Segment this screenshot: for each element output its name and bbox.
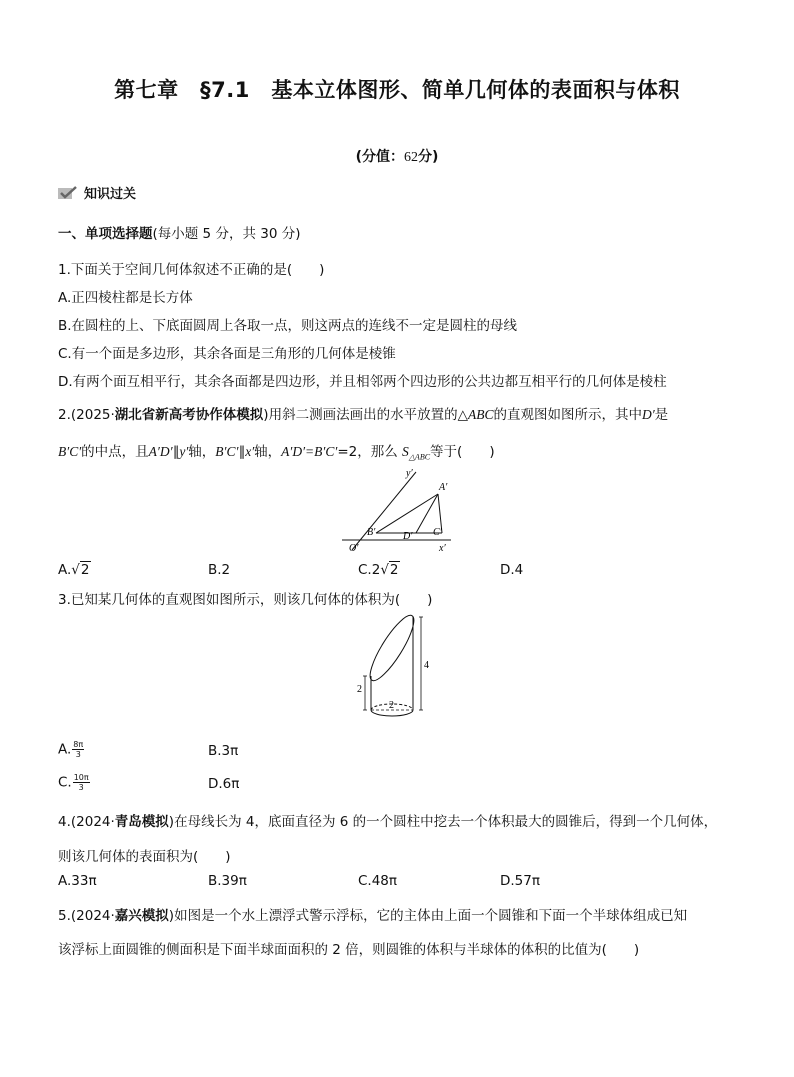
label-height-4: 4 — [424, 660, 429, 671]
q2-option-c — [358, 562, 400, 578]
q2-option-b: B.2 — [208, 562, 231, 578]
q3-stem: 3.已知某几何体的直观图如图所示，则该几何体的体积为( ) — [58, 592, 433, 608]
segment-ab — [376, 494, 438, 533]
q4-number: 4.(2024· — [58, 814, 115, 830]
checklist-icon — [58, 186, 78, 200]
q4-option-c: C.48π — [358, 873, 398, 889]
label-diameter-2: 2 — [389, 700, 394, 711]
q2-math: B′C′ — [215, 444, 239, 459]
q4-text: )在母线长为 4，底面直径为 6 的一个圆柱中挖去一个体积最大的圆锥后，得到一个几何体， — [168, 814, 718, 830]
q2-math: B′C′ — [58, 444, 82, 459]
q2-text: 是 — [654, 407, 669, 423]
q1-option-c: C.有一个面是多边形，其余各面是三角形的几何体是棱锥 — [58, 346, 396, 362]
q5-source: 嘉兴模拟 — [114, 908, 169, 924]
q2-a-radicand: 2 — [80, 562, 90, 578]
part-title: 一、单项选择题 — [58, 226, 153, 242]
q3-a-denominator: 3 — [75, 750, 81, 759]
q2-text: )用斜二测画法画出的水平放置的△ — [263, 407, 468, 423]
q3-option-a — [58, 740, 84, 759]
label-x: x′ — [439, 543, 446, 554]
q1-option-b: B.在圆柱的上、下底面圆周上各取一点，则这两点的连线不一定是圆柱的母线 — [58, 318, 518, 334]
q3-a-numerator: 8π — [73, 740, 84, 749]
sqrt-symbol: √2 — [71, 562, 90, 578]
q3-option-b: B.3π — [208, 743, 239, 759]
q2-math: A′D′ — [148, 444, 173, 459]
q5-text: )如图是一个水上漂浮式警示浮标，它的主体由上面一个圆锥和下面一个半球体组成已知 — [168, 908, 688, 924]
page-title: 第七章 §7.1 基本立体图形、简单几何体的表面积与体积 — [114, 78, 680, 102]
q2-c-radicand: 2 — [389, 562, 399, 578]
score-unit: 分) — [418, 149, 439, 165]
label-c: C′ — [433, 527, 442, 538]
q2-dprime: D′ — [641, 407, 655, 422]
q2-text: 的直观图如图所示，其中 — [493, 407, 642, 423]
q2-number: 2.(2025· — [58, 407, 115, 423]
q2-abc: ABC — [467, 407, 494, 422]
part-heading — [58, 222, 300, 242]
label-o: O′ — [349, 543, 359, 554]
q2-text: ∥ — [238, 444, 246, 460]
q5-number: 5.(2024· — [58, 908, 115, 924]
q2-area-subscript: △ABC — [408, 452, 431, 462]
q2-a-prefix: A. — [58, 562, 72, 578]
fraction — [73, 773, 90, 792]
q2-source: 湖北省新高考协作体模拟 — [114, 407, 264, 423]
q5-stem-line2: 该浮标上面圆锥的侧面积是下面半球面面积的 2 倍，则圆锥的体积与半球体的体积的比值为( ) — [58, 942, 640, 958]
q2-math: y′ — [179, 444, 189, 459]
q2-math: A′D′=B′C′ — [281, 444, 338, 459]
q2-text: 的中点，且 — [81, 444, 149, 460]
q4-stem-line2: 则该几何体的表面积为( ) — [58, 849, 231, 865]
q2-text: 轴， — [254, 444, 282, 460]
q3-option-c — [58, 773, 90, 792]
q2-text: =2，那么 — [337, 444, 398, 460]
q3-c-numerator: 10π — [73, 773, 89, 782]
q3-c-denominator: 3 — [78, 783, 84, 792]
q2-option-a — [58, 562, 91, 578]
q2-math: x′ — [245, 444, 255, 459]
q2-c-prefix: C.2 — [358, 562, 381, 578]
label-b: B′ — [367, 527, 376, 538]
q4-option-b: B.39π — [208, 873, 247, 889]
q2-text: 轴， — [188, 444, 216, 460]
q3-option-d: D.6π — [208, 776, 240, 792]
q3-figure — [354, 610, 438, 722]
q1-stem: 1.下面关于空间几何体叙述不正确的是( ) — [58, 262, 325, 278]
top-ellipse — [363, 610, 420, 685]
q1-option-a: A.正四棱柱都是长方体 — [58, 290, 193, 306]
score-line — [0, 146, 794, 166]
q2-text: 等于( ) — [430, 444, 495, 460]
fraction — [72, 740, 84, 759]
q2-area-symbol: S — [402, 444, 409, 459]
q2-stem-line1 — [58, 403, 668, 423]
q4-stem-line1 — [58, 810, 717, 830]
q3-c-prefix: C. — [58, 774, 72, 791]
q1-option-d: D.有两个面互相平行，其余各面都是四边形，并且相邻两个四边形的公共边都互相平行的几何体是棱柱 — [58, 374, 667, 390]
q2-option-d: D.4 — [500, 562, 524, 578]
sqrt-symbol: √2 — [380, 562, 399, 578]
label-d: D′ — [403, 531, 413, 542]
q2-figure — [336, 462, 456, 554]
q4-source: 青岛模拟 — [114, 814, 169, 830]
q2-text: ∥ — [172, 444, 180, 460]
q2-stem-line2 — [58, 440, 495, 462]
label-a: A′ — [439, 482, 448, 493]
label-y: y′ — [406, 468, 413, 479]
label-height-2: 2 — [357, 684, 362, 695]
q5-stem-line1 — [58, 904, 687, 924]
section-header — [58, 183, 136, 202]
section-label: 知识过关 — [84, 187, 137, 202]
score-label: (分值： — [355, 149, 404, 165]
score-value: 62 — [404, 150, 418, 165]
part-note: (每小题 5 分，共 30 分) — [152, 226, 301, 242]
q4-option-d: D.57π — [500, 873, 540, 889]
q4-option-a: A.33π — [58, 873, 97, 889]
q3-a-prefix: A. — [58, 741, 72, 758]
